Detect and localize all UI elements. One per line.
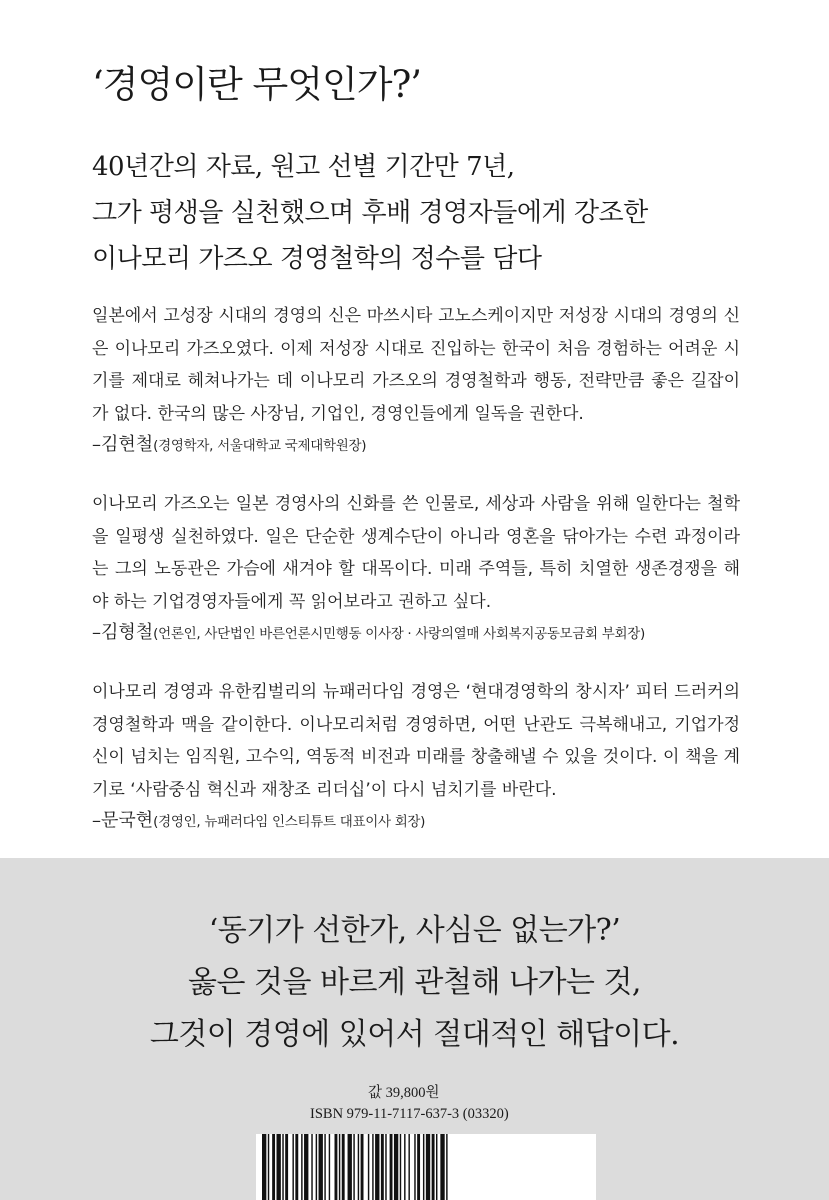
barcode-bar <box>277 1134 281 1200</box>
barcode-bar <box>385 1134 386 1200</box>
barcode-bar <box>446 1134 447 1200</box>
barcode-bar <box>353 1134 354 1200</box>
barcode-icon <box>256 1134 596 1200</box>
barcode-bar <box>423 1134 424 1200</box>
barcode-bar <box>408 1134 409 1200</box>
reviewer-affiliation: (언론인, 사단법인 바른언론시민행동 이사장 · 사랑의열매 사회복지공동모금회 부회장) <box>153 626 645 642</box>
barcode-bar <box>316 1134 317 1200</box>
barcode-bar <box>311 1134 312 1200</box>
barcode-bar <box>426 1134 430 1200</box>
barcode-bar <box>268 1134 269 1200</box>
barcode-bar <box>285 1134 288 1200</box>
quote-line-1: ‘동기가 선한가, 사심은 없는가?’ <box>208 913 621 948</box>
subheadline-line-3: 이나모리 가즈오 경영철학의 정수를 담다 <box>92 244 542 274</box>
barcode-bar <box>292 1134 293 1200</box>
barcode-bar <box>301 1134 302 1200</box>
reviewer-affiliation: (경영학자, 서울대학교 국제대학원장) <box>153 438 367 454</box>
barcode-bar <box>295 1134 298 1200</box>
reviewer-name: –김현철 <box>92 434 154 455</box>
barcode-bar <box>381 1134 384 1200</box>
barcode-bar <box>361 1134 364 1200</box>
reviewer-affiliation: (경영인, 뉴패러다임 인스티튜트 대표이사 회장) <box>153 814 426 830</box>
back-cover-bottom <box>0 858 829 1200</box>
barcode-bar <box>432 1134 435 1200</box>
quote-line-2: 옳은 것을 바르게 관철해 나가는 것, <box>188 965 641 1000</box>
barcode-bar <box>414 1134 415 1200</box>
review-kim-hyeongcheol <box>92 488 740 649</box>
review-attribution <box>92 618 740 649</box>
barcode-bar <box>319 1134 323 1200</box>
subheadline <box>92 144 772 282</box>
barcode-bar <box>436 1134 437 1200</box>
isbn-barcode <box>256 1134 596 1200</box>
price-label: 값 39,800원 <box>368 1085 440 1101</box>
barcode-bar <box>329 1134 330 1200</box>
barcode-bar <box>368 1134 369 1200</box>
barcode-bar <box>390 1134 393 1200</box>
review-attribution <box>92 806 740 837</box>
barcode-bar <box>324 1134 325 1200</box>
reviewer-name: –문국현 <box>92 810 154 831</box>
review-text: 이나모리 가즈오는 일본 경영사의 신화를 쓴 인물로, 세상과 사람을 위해 일한다는 철학을 일평생 실천하였다. 일은 단순한 생계수단이 아니라 영혼을 닦아가는 수련 과정이라는 그의 노동관은 가슴에 새겨야 할 대목이다. 미래 주역들, 특히 치열한 생존경쟁을 해야 하는 기업경영자들에게 꼭 읽어보라고 권하고 싶다. <box>92 494 740 612</box>
barcode-bar <box>358 1134 359 1200</box>
subheadline-line-1: 40년간의 자료, 원고 선별 기간만 7년, <box>92 152 515 182</box>
barcode-bar <box>342 1134 345 1200</box>
price-block <box>310 1083 570 1125</box>
barcode-bar <box>339 1134 340 1200</box>
barcode-bar <box>304 1134 308 1200</box>
barcode-bar <box>272 1134 275 1200</box>
barcode-bar <box>404 1134 405 1200</box>
review-moon-kukhyun <box>92 676 740 837</box>
barcode-bar <box>348 1134 352 1200</box>
barcode-bar <box>400 1134 401 1200</box>
barcode-bar <box>440 1134 444 1200</box>
isbn-label: ISBN 979-11-7117-637-3 (03320) <box>310 1106 509 1122</box>
subheadline-line-2: 그가 평생을 실천했으며 후배 경영자들에게 강조한 <box>92 198 648 228</box>
quote-line-3: 그것이 경영에 있어서 절대적인 해답이다. <box>149 1017 680 1052</box>
barcode-bar <box>335 1134 338 1200</box>
barcode-bar <box>417 1134 420 1200</box>
reviewer-name: –김형철 <box>92 622 154 643</box>
barcode-bar <box>282 1134 283 1200</box>
barcode-bar <box>372 1134 373 1200</box>
review-kim-hyuncheol <box>92 300 740 461</box>
review-text: 이나모리 경영과 유한킴벌리의 뉴패러다임 경영은 ‘현대경영학의 창시자’ 피터 드러커의 경영철학과 맥을 같이한다. 이나모리처럼 경영하면, 어떤 난관도 극복해내고, 기업가정신이 넘치는 임직원, 고수익, 역동적 비전과 미래를 창출해낼 수 있을 것이다. 이 책을 계기로 ‘사람중심 혁신과 재창조 리더십’이 다시 넘치기를 바란다. <box>92 682 740 800</box>
barcode-bar <box>375 1134 379 1200</box>
review-text: 일본에서 고성장 시대의 경영의 신은 마쓰시타 고노스케이지만 저성장 시대의 경영의 신은 이나모리 가즈오였다. 이제 저성장 시대로 진입하는 한국이 처음 경험하는 어려운 시기를 제대로 헤쳐나가는 데 이나모리 가즈오의 경영철학과 행동, 전략만큼 좋은 길잡이가 없다. 한국의 많은 사장님, 기업인, 경영인들에게 일독을 권한다. <box>92 306 740 424</box>
barcode-bar <box>262 1134 266 1200</box>
closing-quote <box>0 905 829 1061</box>
review-attribution <box>92 430 740 461</box>
headline: ‘경영이란 무엇인가?’ <box>92 63 422 106</box>
barcode-bar <box>394 1134 398 1200</box>
